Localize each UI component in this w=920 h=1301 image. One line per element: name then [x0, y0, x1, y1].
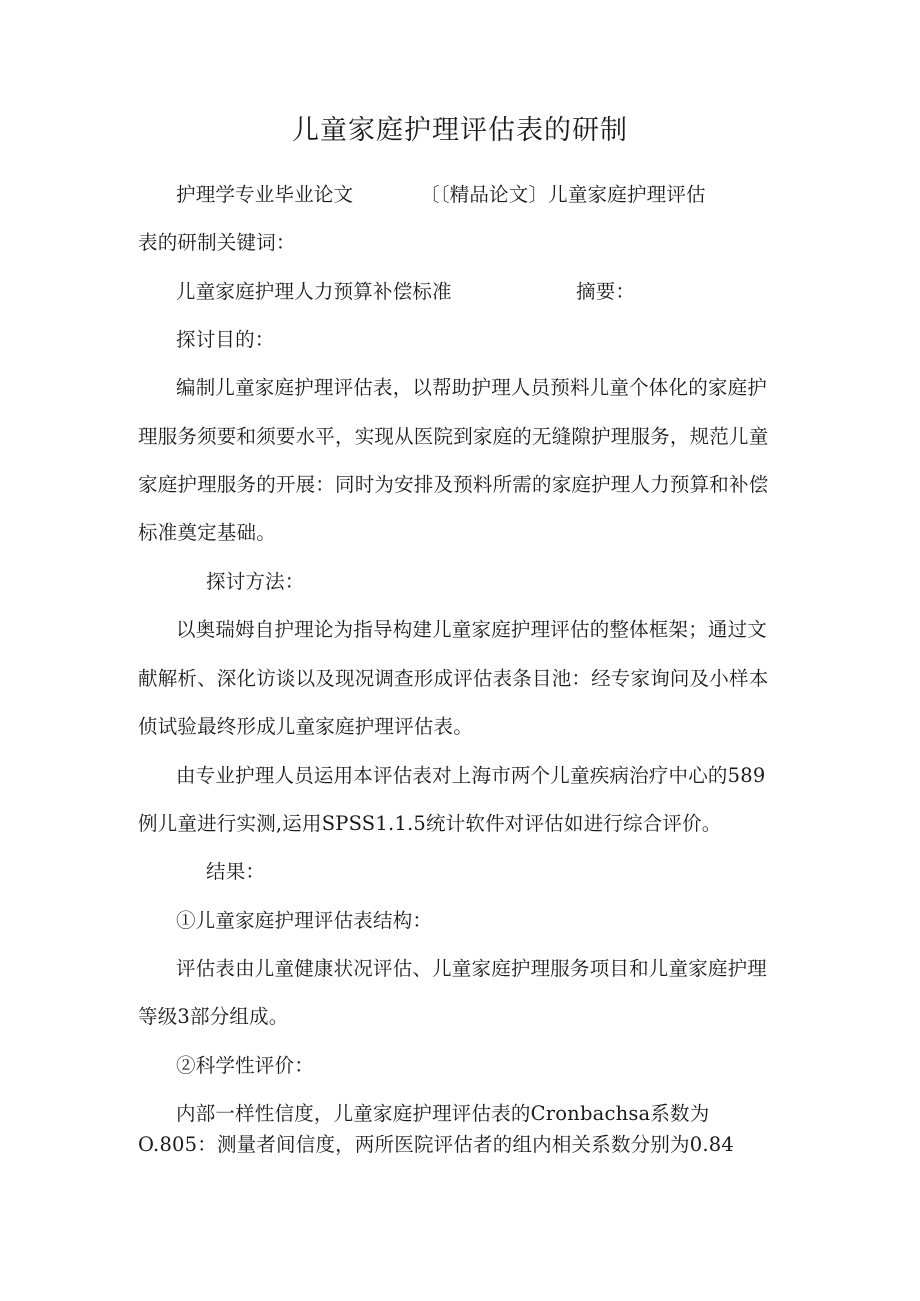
text-line: 表的研制关键词：	[138, 231, 296, 254]
document-title: 儿童家庭护理评估表的研制	[292, 115, 628, 146]
text-line: O.805：测量者间信度，两所医院评估者的组内相关系数分别为0.84	[138, 1133, 734, 1156]
text-line: 标准奠定基础。	[138, 521, 276, 544]
text-line: 儿童家庭护理人力预算补偿标准	[176, 280, 452, 303]
text-line: 摘要：	[576, 280, 636, 303]
text-line: 由专业护理人员运用本评估表对上海市两个儿童疾病治疗中心的589	[176, 764, 766, 787]
section-heading: 探讨目的：	[176, 328, 275, 351]
text-line: 内部一样性信度，儿童家庭护理评估表的Cronbachsa系数为	[176, 1102, 710, 1125]
text-line: 理服务须要和须要水平，实现从医院到家庭的无缝隙护理服务，规范儿童	[138, 425, 769, 448]
text-line: ①儿童家庭护理评估表结构：	[176, 909, 433, 932]
text-line: ②科学性评价：	[176, 1054, 314, 1077]
text-line: 评估表由儿童健康状况评估、儿童家庭护理服务项目和儿童家庭护理	[176, 957, 768, 980]
text-line: 例儿童进行实测,运用SPSS1.1.5统计软件对评估如进行综合评价。	[138, 812, 722, 835]
text-line: 编制儿童家庭护理评估表，以帮助护理人员预料儿童个体化的家庭护	[176, 376, 768, 399]
text-line: 家庭护理服务的开展：同时为安排及预料所需的家庭护理人力预算和补偿	[138, 473, 769, 496]
text-line: 以奥瑞姆自护理论为指导构建儿童家庭护理评估的整体框架；通过文	[176, 618, 768, 641]
section-heading: 结果：	[206, 860, 266, 883]
text-line: 〔〔精品论文〕儿童家庭护理评估	[420, 183, 706, 206]
text-line: 献解析、深化访谈以及现况调查形成评估表条目池：经专家询问及小样本	[138, 667, 769, 690]
text-line: 护理学专业毕业论文	[176, 183, 354, 206]
text-line: 侦试验最终形成儿童家庭护理评估表。	[138, 715, 473, 738]
section-heading: 探讨方法：	[206, 570, 305, 593]
text-line: 等级3部分组成。	[138, 1005, 289, 1028]
